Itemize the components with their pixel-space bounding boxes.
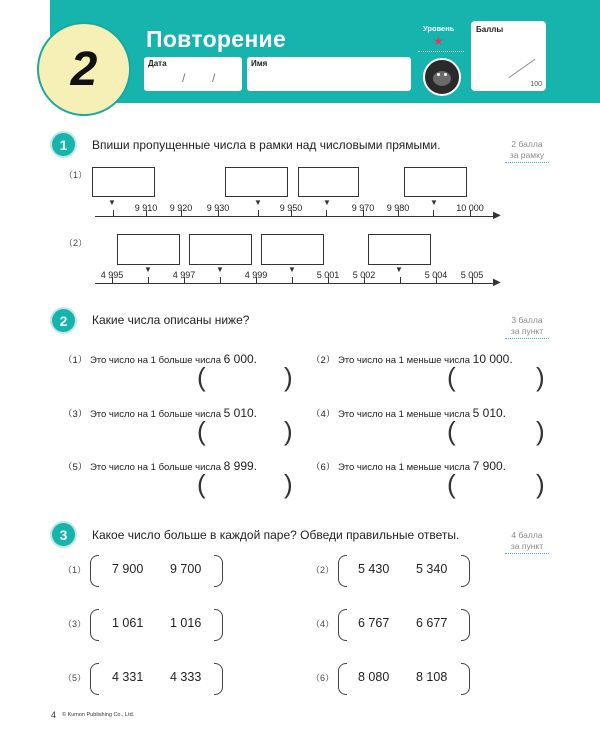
tick-label: 9 920 [169, 203, 193, 213]
bracket-right [461, 609, 470, 641]
tick-label: 4 999 [244, 270, 268, 280]
section-2-title: Какие числа описаны ниже? [92, 313, 250, 327]
q2-item [63, 352, 257, 366]
choice-number[interactable]: 4 333 [170, 670, 202, 684]
choice-number[interactable]: 5 430 [358, 562, 390, 576]
line-1-label: （1） [64, 170, 88, 180]
pointer-arrow: ▼ [323, 198, 331, 207]
score-box[interactable] [471, 21, 546, 91]
bracket-left [338, 555, 347, 587]
pair-label: （5） [63, 673, 87, 683]
pointer-arrow: ▼ [288, 265, 296, 274]
level-label: Уровень [423, 24, 455, 33]
q2-item-text: Это число на 1 больше числа [89, 355, 221, 366]
number-line [95, 283, 495, 284]
section-3-title: Какое число больше в каждой паре? Обведи правильные ответы. [92, 528, 460, 542]
name-label: Имя [251, 59, 268, 68]
answer-box[interactable] [225, 167, 288, 197]
answer-box[interactable] [261, 234, 324, 265]
star-icon: ★ [433, 34, 444, 48]
choice-number[interactable]: 4 331 [112, 670, 144, 684]
choice-number[interactable]: 5 340 [416, 562, 448, 576]
section-1-points [505, 139, 549, 163]
section-2-points-line2: за пункт [510, 326, 544, 336]
q2-item-number: 8 999. [223, 459, 258, 473]
q2-item-text: Это число на 1 больше числа [89, 409, 221, 420]
answer-box[interactable] [189, 234, 252, 265]
score-divider [509, 59, 536, 78]
answer-paren-right: ) [536, 362, 545, 392]
lesson-number: 2 [70, 42, 98, 96]
page-title: Повторение [146, 26, 287, 52]
answer-box[interactable] [298, 167, 359, 197]
bracket-left [90, 663, 99, 695]
q2-item-number: 5 010. [223, 406, 258, 420]
section-1-number: 1 [52, 133, 75, 156]
score-max: 100 [530, 81, 542, 88]
number-line-arrow: ▶ [493, 277, 501, 288]
answer-paren-left: ( [197, 469, 206, 499]
section-1-points-line2: за рамку [509, 150, 545, 160]
score-label: Баллы [476, 25, 504, 34]
section-2-points [505, 315, 549, 339]
section-3-number: 3 [52, 523, 75, 546]
q2-item-number: 6 000. [223, 352, 258, 366]
gorilla-icon [423, 58, 461, 96]
q2-item-text: Это число на 1 больше числа [89, 462, 221, 473]
date-label: Дата [148, 59, 167, 68]
bracket-left [338, 609, 347, 641]
answer-paren-left: ( [447, 469, 456, 499]
section-1-points-line1: 2 балла [511, 139, 543, 149]
q2-item-label: （1） [63, 355, 88, 366]
tick-label: 5 005 [460, 270, 484, 280]
tick-label: 5 004 [424, 270, 448, 280]
answer-paren-right: ) [536, 469, 545, 499]
answer-box[interactable] [368, 234, 431, 265]
pointer-arrow: ▼ [216, 265, 224, 274]
pointer-arrow: ▼ [395, 265, 403, 274]
q2-item [63, 459, 257, 473]
choice-number[interactable]: 8 108 [416, 670, 448, 684]
section-1-title: Впиши пропущенные числа в рамки над числовыми прямыми. [92, 138, 441, 152]
pair-label: （3） [63, 619, 87, 629]
tick-label: 9 980 [386, 203, 410, 213]
tick-label: 9 950 [279, 203, 303, 213]
answer-paren-right: ) [284, 416, 293, 446]
choice-number[interactable]: 6 677 [416, 616, 448, 630]
date-field[interactable] [144, 57, 242, 91]
bracket-left [90, 555, 99, 587]
tick-label: 9 970 [351, 203, 375, 213]
q2-item-text: Это число на 1 меньше числа [337, 409, 470, 420]
pair-label: （4） [311, 619, 335, 629]
answer-box[interactable] [404, 167, 467, 197]
date-separator-2: / [212, 71, 216, 85]
pointer-arrow: ▼ [254, 198, 262, 207]
answer-paren-right: ) [284, 362, 293, 392]
answer-box[interactable] [92, 167, 155, 197]
q2-item-number: 7 900. [472, 459, 507, 473]
section-3-points [505, 530, 549, 554]
pointer-arrow: ▼ [108, 198, 116, 207]
tick-label: 5 002 [352, 270, 376, 280]
choice-number[interactable]: 7 900 [112, 562, 144, 576]
lesson-number-badge [37, 22, 131, 116]
line-2-label: （2） [64, 238, 88, 248]
answer-paren-left: ( [447, 362, 456, 392]
choice-number[interactable]: 1 061 [112, 616, 144, 630]
bracket-right [214, 663, 223, 695]
page-number: 4 [51, 710, 57, 720]
tick-label: 9 930 [206, 203, 230, 213]
answer-paren-left: ( [197, 416, 206, 446]
name-field[interactable] [247, 57, 411, 91]
q2-item-number: 10 000. [472, 352, 513, 366]
section-2-points-line1: 3 балла [511, 315, 543, 325]
tick-label: 10 000 [456, 203, 484, 213]
tick-label: 4 995 [100, 270, 124, 280]
bracket-right [214, 555, 223, 587]
q2-item-text: Это число на 1 меньше числа [337, 462, 470, 473]
pair-label: （1） [63, 565, 87, 575]
tick-label: 4 997 [172, 270, 196, 280]
bracket-right [214, 609, 223, 641]
section-3-points-line1: 4 балла [511, 530, 543, 540]
q2-item-label: （3） [63, 409, 88, 420]
date-separator-1: / [182, 71, 186, 85]
bracket-left [338, 663, 347, 695]
q2-item [311, 406, 506, 420]
pointer-arrow: ▼ [144, 265, 152, 274]
copyright: © Kumon Publishing Co., Ltd. [62, 712, 135, 718]
bracket-right [461, 663, 470, 695]
q2-item [311, 459, 506, 473]
number-line-arrow: ▶ [493, 210, 501, 221]
pair-label: （2） [311, 565, 335, 575]
number-line [95, 216, 495, 217]
tick-label: 9 910 [134, 203, 158, 213]
bracket-left [90, 609, 99, 641]
q2-item-text: Это число на 1 меньше числа [337, 355, 470, 366]
level-divider [418, 51, 464, 52]
choice-number[interactable]: 1 016 [170, 616, 202, 630]
q2-item-label: （6） [311, 462, 336, 473]
bracket-right [461, 555, 470, 587]
answer-paren-right: ) [284, 469, 293, 499]
choice-number[interactable]: 9 700 [170, 562, 202, 576]
section-2-number: 2 [52, 309, 75, 332]
answer-paren-left: ( [447, 416, 456, 446]
choice-number[interactable]: 6 767 [358, 616, 390, 630]
pair-label: （6） [311, 673, 335, 683]
section-3-points-line2: за пункт [510, 541, 544, 551]
tick-label: 5 001 [316, 270, 340, 280]
choice-number[interactable]: 8 080 [358, 670, 390, 684]
q2-item [311, 352, 513, 366]
answer-box[interactable] [117, 234, 180, 265]
q2-item-number: 5 010. [472, 406, 507, 420]
answer-paren-right: ) [536, 416, 545, 446]
pointer-arrow: ▼ [430, 198, 438, 207]
q2-item-label: （2） [311, 355, 336, 366]
q2-item-label: （4） [311, 409, 336, 420]
answer-paren-left: ( [197, 362, 206, 392]
q2-item [63, 406, 257, 420]
q2-item-label: （5） [63, 462, 88, 473]
